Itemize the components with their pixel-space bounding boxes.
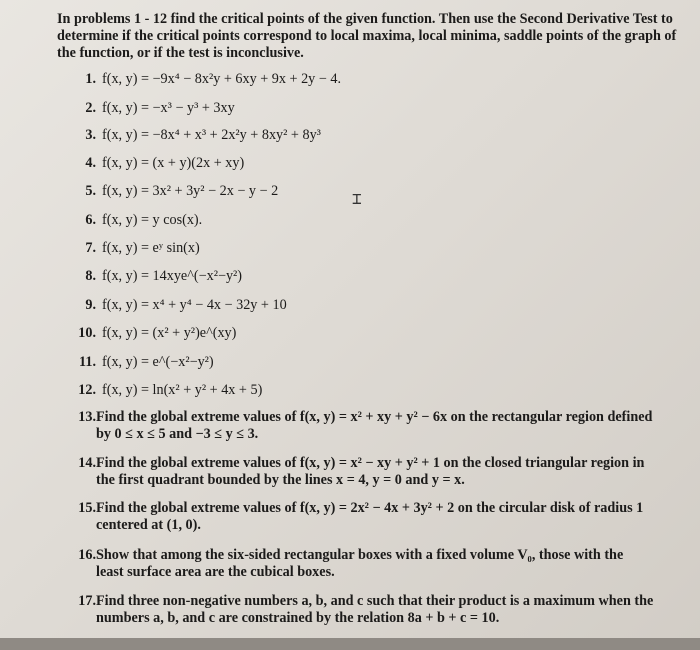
problem-number: 8. bbox=[85, 268, 96, 284]
problem-item bbox=[74, 325, 236, 342]
problem-item bbox=[74, 127, 321, 144]
problem-number: 5. bbox=[85, 183, 96, 199]
problem-item bbox=[74, 547, 654, 581]
problem-number: 16. bbox=[78, 547, 96, 563]
problem-text: f(x, y) = −x³ − y³ + 3xy bbox=[102, 100, 235, 116]
problem-item bbox=[74, 455, 654, 489]
problem-number: 13. bbox=[78, 409, 96, 425]
problem-text: f(x, y) = ln(x² + y² + 4x + 5) bbox=[102, 382, 263, 398]
problem-text: f(x, y) = (x² + y²)e^(xy) bbox=[102, 325, 237, 341]
problem-text: f(x, y) = y cos(x). bbox=[102, 212, 203, 228]
problem-number: 14. bbox=[78, 455, 96, 471]
problem-number: 4. bbox=[85, 155, 96, 171]
problem-item bbox=[74, 297, 287, 314]
problem-item bbox=[74, 354, 214, 371]
problem-number: 10. bbox=[78, 325, 96, 341]
problem-text: Show that among the six-sided rectangular boxes with a fixed volume V₀, those with the least surface area are the cubical boxes. bbox=[96, 547, 624, 580]
problem-item bbox=[74, 155, 244, 172]
problem-number: 9. bbox=[85, 297, 96, 313]
problem-text: Find the global extreme values of f(x, y) = x² + xy + y² − 6x on the rectangular region defined by 0 ≤ x ≤ 5 and −3 ≤ y ≤ 3. bbox=[96, 409, 653, 442]
problem-number: 7. bbox=[85, 240, 96, 256]
problem-item bbox=[74, 268, 242, 285]
problem-number: 15. bbox=[78, 500, 96, 516]
problem-item bbox=[74, 71, 341, 88]
problem-text: f(x, y) = −9x⁴ − 8x²y + 6xy + 9x + 2y − 4. bbox=[102, 71, 341, 87]
page-bottom-edge bbox=[0, 638, 700, 650]
problem-item bbox=[74, 212, 202, 229]
problem-item bbox=[74, 100, 235, 117]
problem-text: f(x, y) = e^(−x²−y²) bbox=[102, 354, 214, 370]
instructions-header: In problems 1 - 12 find the critical points of the given function. Then use the Second Derivative Test to determine if the critical points correspond to local maxima, local minima, saddle points of the graph of the function, or if the test is inconclusive. bbox=[57, 11, 677, 61]
problem-text: Find three non-negative numbers a, b, and c such that their product is a maximum when the numbers a, b, and c are constrained by the relation 8a + b + c = 10. bbox=[96, 593, 654, 626]
problem-text: f(x, y) = 3x² + 3y² − 2x − y − 2 bbox=[102, 183, 279, 199]
problem-item bbox=[74, 240, 200, 257]
problem-number: 3. bbox=[85, 127, 96, 143]
problem-text: f(x, y) = x⁴ + y⁴ − 4x − 32y + 10 bbox=[102, 297, 287, 313]
problem-item bbox=[74, 593, 654, 627]
problem-item bbox=[74, 409, 654, 443]
problem-item bbox=[74, 183, 278, 200]
problem-text: f(x, y) = eʸ sin(x) bbox=[102, 240, 200, 256]
text-cursor-icon: ⌶ bbox=[352, 189, 362, 208]
problem-text: f(x, y) = (x + y)(2x + xy) bbox=[102, 155, 245, 171]
problem-text: f(x, y) = 14xye^(−x²−y²) bbox=[102, 268, 243, 284]
problem-number: 2. bbox=[85, 100, 96, 116]
problem-text: Find the global extreme values of f(x, y) = x² − xy + y² + 1 on the closed triangular region in the first quadrant bounded by the lines x = 4, y = 0 and y = x. bbox=[96, 455, 645, 488]
problem-number: 17. bbox=[78, 593, 96, 609]
problem-item bbox=[74, 500, 654, 534]
problem-number: 6. bbox=[85, 212, 96, 228]
problem-text: f(x, y) = −8x⁴ + x³ + 2x²y + 8xy² + 8y³ bbox=[102, 127, 321, 143]
problem-number: 12. bbox=[78, 382, 96, 398]
problem-item bbox=[74, 382, 262, 399]
problem-number: 11. bbox=[79, 354, 96, 370]
problem-number: 1. bbox=[85, 71, 96, 87]
problem-text: Find the global extreme values of f(x, y) = 2x² − 4x + 3y² + 2 on the circular disk of radius 1 centered at (1, 0). bbox=[96, 500, 644, 533]
